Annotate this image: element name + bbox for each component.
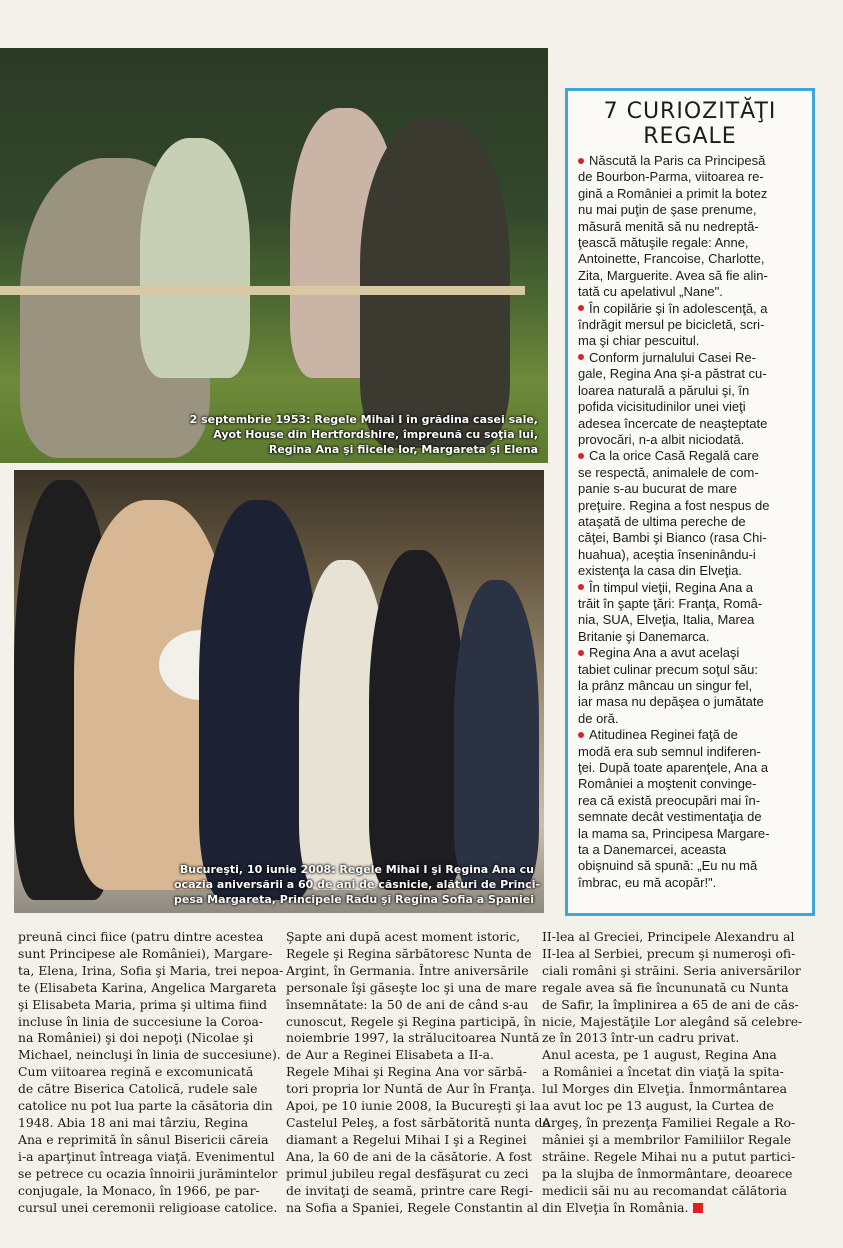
article-line: mâniei şi a membrilor Familiilor Regale <box>542 1131 792 1147</box>
photo-2-caption <box>174 862 541 907</box>
article-line: Ana e reprimită în sânul Bisericii căreia <box>18 1131 269 1147</box>
bullet-icon <box>578 158 584 164</box>
curiosity-text: Atitudinea Reginei faţă de <box>589 727 738 743</box>
queen-sofia-figure <box>454 580 539 890</box>
article-line: de Aur a Reginei Elisabeta a II-a. <box>286 1047 495 1063</box>
curiosity-line: provocări, n-a albit niciodată. <box>578 431 745 447</box>
article-line <box>542 1200 814 1217</box>
curiosity-line: ta a Danemarcei, aceasta <box>578 842 727 858</box>
article-line: sunt Principese ale României), Margare- <box>18 945 273 961</box>
curiosity-item <box>578 301 802 350</box>
article-line: Regele Mihai şi Regina Ana vor sărbă- <box>286 1064 527 1080</box>
curiosity-line: de Bourbon-Parma, viitoarea re- <box>578 169 764 185</box>
curiosity-item <box>578 153 802 301</box>
article-line: noiembrie 1997, la strălucitoarea Nuntă <box>286 1030 540 1046</box>
article-line: însemnătate: la 50 de ani de când s-au <box>286 996 529 1012</box>
article-line: preună cinci fiice (patru dintre acestea <box>18 929 264 944</box>
article-line: Anul acesta, pe 1 august, Regina Ana <box>542 1047 777 1063</box>
bullet-icon <box>578 453 584 459</box>
seesaw-bar <box>0 286 525 295</box>
curiosity-line: gale, Regina Ana şi-a păstrat cu- <box>578 366 767 382</box>
curiosity-line: trăit în şapte ţări: Franţa, Româ- <box>578 595 763 611</box>
curiosity-line: se respectă, animalele de com- <box>578 464 759 480</box>
king-figure <box>360 118 510 448</box>
article-line: pa la slujba de înmormântare, deoarece <box>542 1165 793 1181</box>
article-line: de invitaţi de seamă, printre care Regi- <box>286 1182 533 1198</box>
curiosity-line: preţuire. Regina a fost nespus de <box>578 497 770 513</box>
curiosity-line: panie s-au bucurat de mare <box>578 481 737 497</box>
article-line: şi Elisabeta Maria, prima şi ultima fiind <box>18 996 268 1012</box>
article-line: incluse în linia de succesiune la Coroa- <box>18 1013 264 1029</box>
curiosity-line: tată cu apelativul „Nane". <box>578 284 723 300</box>
curiosity-line: adesea încercate de neaşteptate <box>578 415 768 431</box>
article-line: Regele şi Regina sărbătoresc Nunta de <box>286 945 532 961</box>
article-line: de Safir, la împlinirea a 65 de ani de căs- <box>542 996 799 1012</box>
bullet-icon <box>578 354 584 360</box>
curiosity-line: gină a României a primit la botez <box>578 185 768 201</box>
article-line: de către Biserica Catolică, rudele sale <box>18 1081 258 1097</box>
curiosity-line: căţei, Bambi şi Bianco (rasa Chi- <box>578 530 767 546</box>
curiosity-line: măsură menită să nu nedreptă- <box>578 218 759 234</box>
article-line: cunoscut, Regele şi Regina participă, în <box>286 1013 537 1029</box>
article-line: cursul unei ceremonii religioase catolice. <box>18 1199 278 1215</box>
article-line: II-lea al Greciei, Principele Alexandru al <box>542 929 795 944</box>
article-line: II-lea al Serbiei, precum şi numeroşi ofi- <box>542 945 796 961</box>
article-line: Şapte ani după acest moment istoric, <box>286 929 521 944</box>
child-figure <box>140 138 250 378</box>
curiosity-line: nia, SUA, Elveţia, Italia, Marea <box>578 612 755 628</box>
article-line: a avut loc pe 13 august, la Curtea de <box>542 1098 774 1114</box>
article-line: Apoi, pe 10 iunie 2008, la Bucureşti şi la <box>286 1098 542 1114</box>
curiosity-line: Antoinette, Francoise, Charlotte, <box>578 251 765 267</box>
curiosity-line: iar masa nu depăşea o jumătate <box>578 694 764 710</box>
curiosity-line: pofida vicisitudinilor unei vieţi <box>578 399 746 415</box>
curiosity-item <box>578 350 802 448</box>
article-line: regale avea să fie încununată cu Nunta <box>542 979 789 995</box>
prince-figure <box>369 550 464 890</box>
article-line: primul jubileu regal desfăşurat cu zeci <box>286 1165 529 1181</box>
article-line: ze în 2013 într-un cadru privat. <box>542 1030 740 1046</box>
article-line: se petrece cu ocazia înnoirii jurămintelor <box>18 1165 278 1181</box>
article-line: na Sofia a Spaniei, Regele Constantin al <box>286 1199 539 1215</box>
sidebar-title-line: REGALE <box>643 124 737 149</box>
curiosity-text: În timpul vieţii, Regina Ana a <box>589 579 754 595</box>
curiosity-item <box>578 448 802 579</box>
curiosity-text: Conform jurnalului Casei Re- <box>589 349 756 365</box>
bullet-icon <box>578 584 584 590</box>
curiosity-text: Regina Ana a avut acelaşi <box>589 645 740 661</box>
article-line: te (Elisabeta Karina, Angelica Margareta <box>18 979 277 995</box>
article-line: conjugale, la Monaco, în 1966, pe par- <box>18 1182 260 1198</box>
curiosity-text: Ca la orice Casă Regală care <box>589 448 759 464</box>
bullet-icon <box>578 732 584 738</box>
article-line: lul Morges din Elveţia. Înmormântarea <box>542 1081 787 1097</box>
curiosity-line: nu mai puţin de şase prenume, <box>578 202 757 218</box>
curiosity-item <box>578 727 802 891</box>
article-line: Castelul Peleş, a fost sărbătorită nunta de <box>286 1114 550 1130</box>
curiosity-line: Zita, Marguerite. Avea să fie alin- <box>578 267 768 283</box>
article-line: personale îşi găseşte loc şi una de mare <box>286 979 537 995</box>
curiosity-line: ţească mătuşile regale: Anne, <box>578 235 749 251</box>
curiosity-line: ţei. După toate aparenţele, Ana a <box>578 760 769 776</box>
end-of-article-icon <box>693 1203 703 1213</box>
curiosity-line: loarea naturală a părului şi, în <box>578 382 750 398</box>
caption-line: 2 septembrie 1953: Regele Mihai I în grădina casei sale, <box>189 413 538 426</box>
curiosity-text: Născută la Paris ca Principesă <box>589 153 766 168</box>
curiosity-line: la prânz mâncau un singur fel, <box>578 678 753 693</box>
curiosity-line: la mama sa, Principesa Margare- <box>578 825 770 841</box>
article-column-2 <box>286 929 548 1216</box>
article-line: Cum viitoarea regină e excomunicată <box>18 1064 254 1080</box>
curiosity-line <box>578 153 802 169</box>
curiosity-line: îndrăgit mersul pe bicicletă, scri- <box>578 317 765 333</box>
article-last-text: din Elveţia în România. <box>542 1199 689 1215</box>
article-column-3 <box>542 929 814 1216</box>
caption-line: Regina Ana şi fiicele lor, Margareta şi Elena <box>268 443 538 456</box>
anniversary-photo-2008 <box>14 470 544 913</box>
article-line: medicii săi nu au recomandat călătoria <box>542 1182 788 1198</box>
article-line: diamant a Regelui Mihai I şi a Reginei <box>286 1131 527 1147</box>
article-line: Argint, în Germania. Între aniversările <box>286 962 529 978</box>
article-line: ciali români şi străini. Seria aniversărilor <box>542 962 801 978</box>
article-line: na României) şi doi nepoţi (Nicolae şi <box>18 1030 254 1046</box>
curiosity-line: îmbrac, eu mă acopăr!". <box>578 874 717 890</box>
curiosity-line <box>578 301 802 317</box>
bullet-icon <box>578 305 584 311</box>
article-line: Argeş, în prezenţa Familiei Regale a Ro- <box>542 1114 796 1130</box>
curiosity-line: ataşată de ultima pereche de <box>578 513 746 529</box>
curiosity-text: În copilărie şi în adolescenţă, a <box>589 300 768 316</box>
curiosity-item <box>578 580 802 646</box>
caption-line: Ayot House din Hertfordshire, împreună cu soţia lui, <box>213 428 538 441</box>
article-line: a României a încetat din viaţă la spita- <box>542 1064 784 1080</box>
curiosity-line <box>578 350 802 366</box>
curiosity-line: tabiet culinar precum soţul său: <box>578 661 758 677</box>
curiosities-list <box>578 153 802 891</box>
caption-line: ocazia aniversării a 60 de ani de căsnicie, alături de Princi- <box>174 878 541 891</box>
curiosity-line: modă era sub semnul indiferen- <box>578 743 761 759</box>
curiosity-line <box>578 645 802 661</box>
curiosity-line: obişnuind să spună: „Eu nu mă <box>578 858 758 874</box>
curiosity-line <box>578 580 802 596</box>
curiosity-line: rea că există preocupări mai în- <box>578 792 761 808</box>
article-line: nicie, Majestăţile Lor alegând să celebre- <box>542 1013 803 1029</box>
article-line: catolice nu pot lua parte la căsătoria din <box>18 1098 273 1114</box>
curiosity-line <box>578 448 802 464</box>
curiosity-line: huahua), aceştia înseninându-i <box>578 546 756 562</box>
article-line: străine. Regele Mihai nu a putut partici- <box>542 1148 796 1164</box>
curiosity-line: de oră. <box>578 710 619 726</box>
sidebar-title-line: 7 CURIOZITĂŢI <box>603 99 777 124</box>
article-column-1 <box>18 929 284 1216</box>
curiosities-sidebar <box>565 88 815 916</box>
article-line: tori propria lor Nuntă de Aur în Franţa. <box>286 1081 536 1097</box>
curiosity-line: semnate decât vestimentaţia de <box>578 809 762 825</box>
sidebar-title <box>578 99 802 149</box>
caption-line: Bucureşti, 10 iunie 2008: Regele Mihai I şi Regina Ana cu <box>179 863 534 876</box>
curiosity-line: Britanie şi Danemarca. <box>578 628 710 644</box>
curiosity-line <box>578 727 802 743</box>
curiosity-line: României a moştenit convinge- <box>578 776 757 792</box>
photo-1-caption <box>178 412 538 457</box>
caption-line: pesa Margareta, Principele Radu şi Regina Sofia a Spaniei <box>174 893 534 906</box>
article-line: ta, Elena, Irina, Sofia şi Maria, trei nepoa- <box>18 962 284 978</box>
article-line: i-a aparţinut întreaga viaţă. Evenimentul <box>18 1148 275 1164</box>
article-line: Michael, neincluşi în linia de succesiune). <box>18 1047 281 1063</box>
article-line: 1948. Abia 18 ani mai târziu, Regina <box>18 1114 249 1130</box>
curiosity-line: existenţa la casa din Elveţia. <box>578 563 743 579</box>
curiosity-item <box>578 645 802 727</box>
article-line: Ana, la 60 de ani de la căsătorie. A fost <box>286 1148 533 1164</box>
family-photo-1953 <box>0 48 548 463</box>
curiosity-line: ma şi chiar pescuitul. <box>578 333 700 349</box>
bullet-icon <box>578 650 584 656</box>
